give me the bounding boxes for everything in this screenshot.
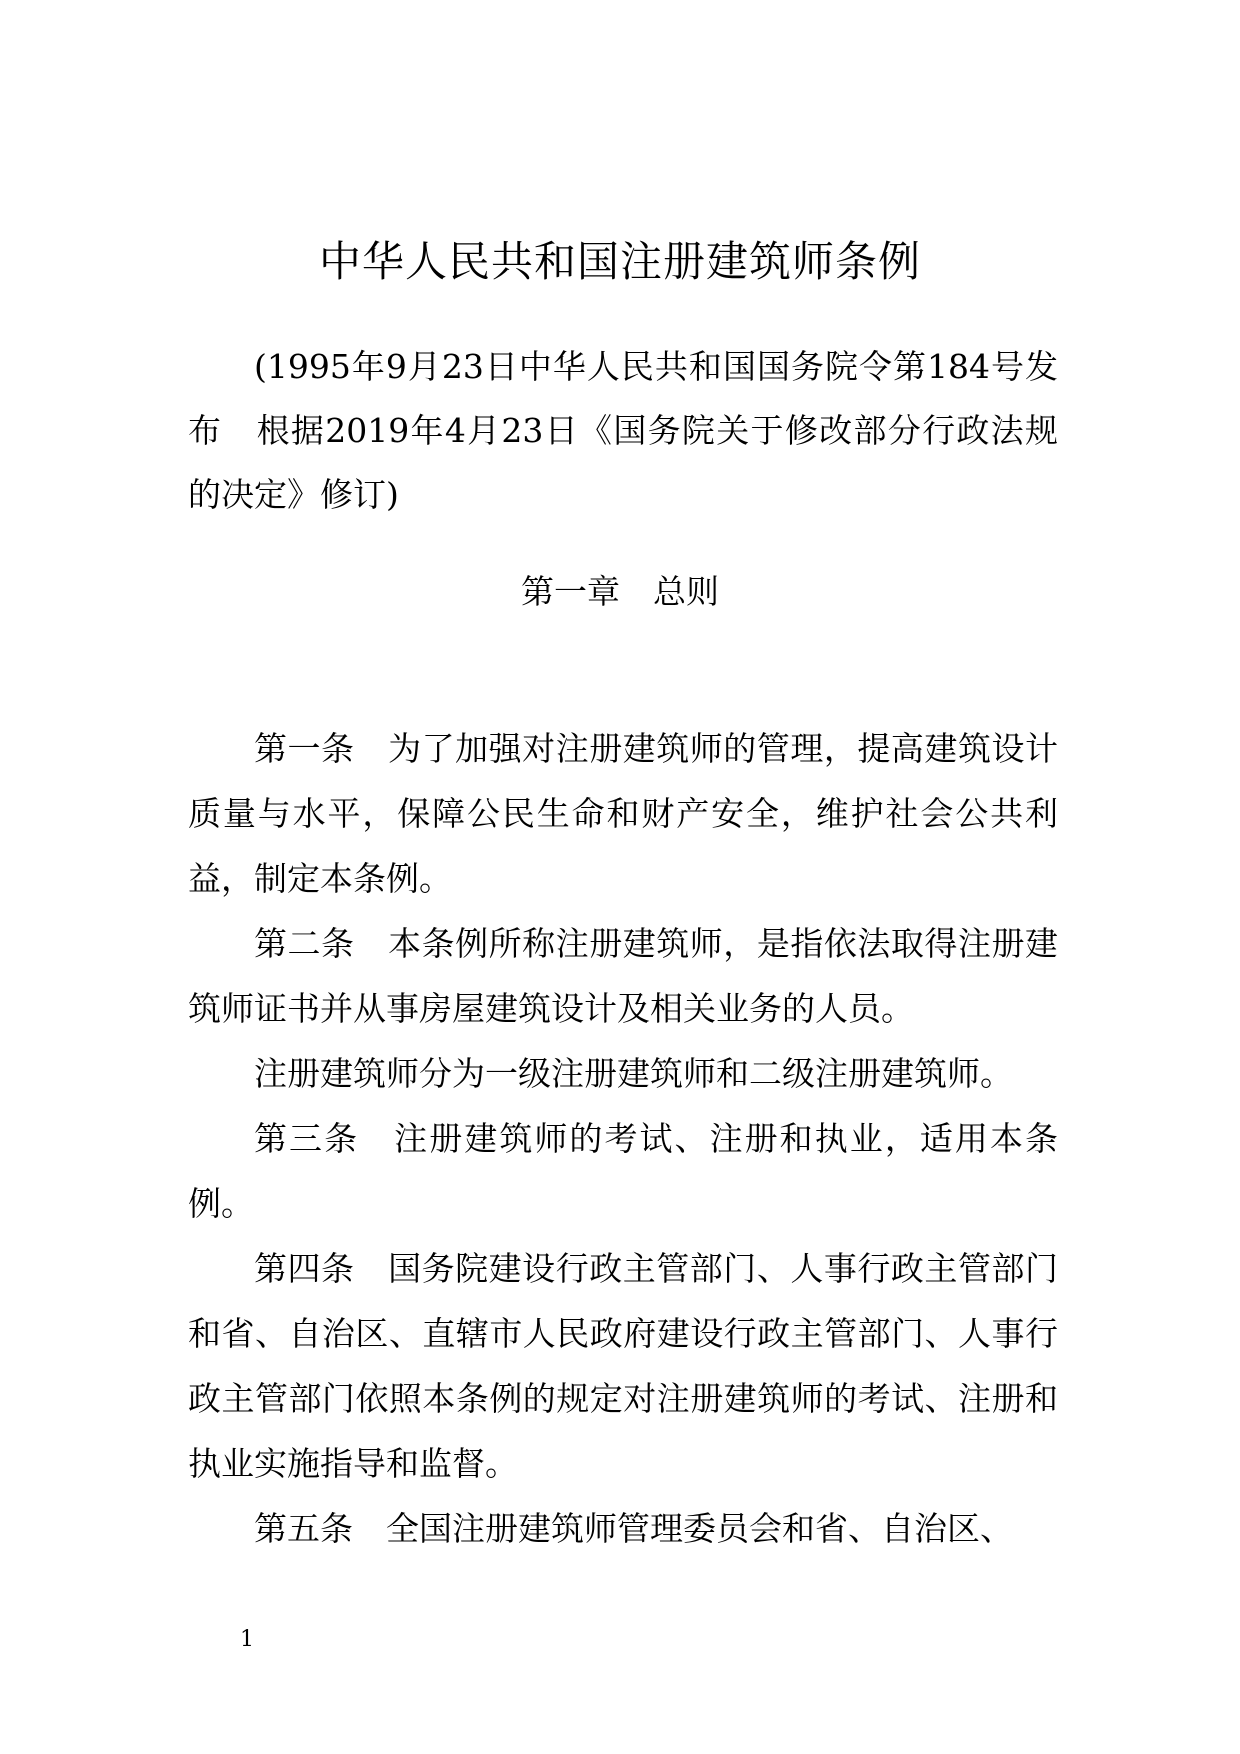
article-5-paragraph: 第五条 全国注册建筑师管理委员会和省、自治区、 — [254, 1509, 1013, 1548]
article-3-paragraph: 第三条 注册建筑师的考试、注册和执业，适用本条例。 — [188, 1119, 1058, 1223]
article-2-paragraph: 第二条 本条例所称注册建筑师，是指依法取得注册建筑师证书并从事房屋建筑设计及相关业务的人员。 — [188, 924, 1058, 1028]
article-1-paragraph: 第一条 为了加强对注册建筑师的管理，提高建筑设计质量与水平，保障公民生命和财产安全，维护社会公共利益，制定本条例。 — [188, 729, 1058, 898]
revision-note: (1995年9月23日中华人民共和国国务院令第184号发布 根据2019年4月23日《国务院关于修改部分行政法规的决定》修订) — [188, 347, 1058, 514]
article-2-continuation-paragraph: 注册建筑师分为一级注册建筑师和二级注册建筑师。 — [254, 1054, 1013, 1093]
article-body — [188, 716, 1058, 1561]
document-title: 中华人民共和国注册建筑师条例 — [318, 237, 921, 286]
page-number: 1 — [240, 1627, 254, 1652]
article-4-paragraph: 第四条 国务院建设行政主管部门、人事行政主管部门和省、自治区、直辖市人民政府建设行政主管部门、人事行政主管部门依照本条例的规定对注册建筑师的考试、注册和执业实施指导和监督。 — [188, 1249, 1058, 1483]
chapter-heading: 第一章 总则 — [521, 572, 719, 611]
